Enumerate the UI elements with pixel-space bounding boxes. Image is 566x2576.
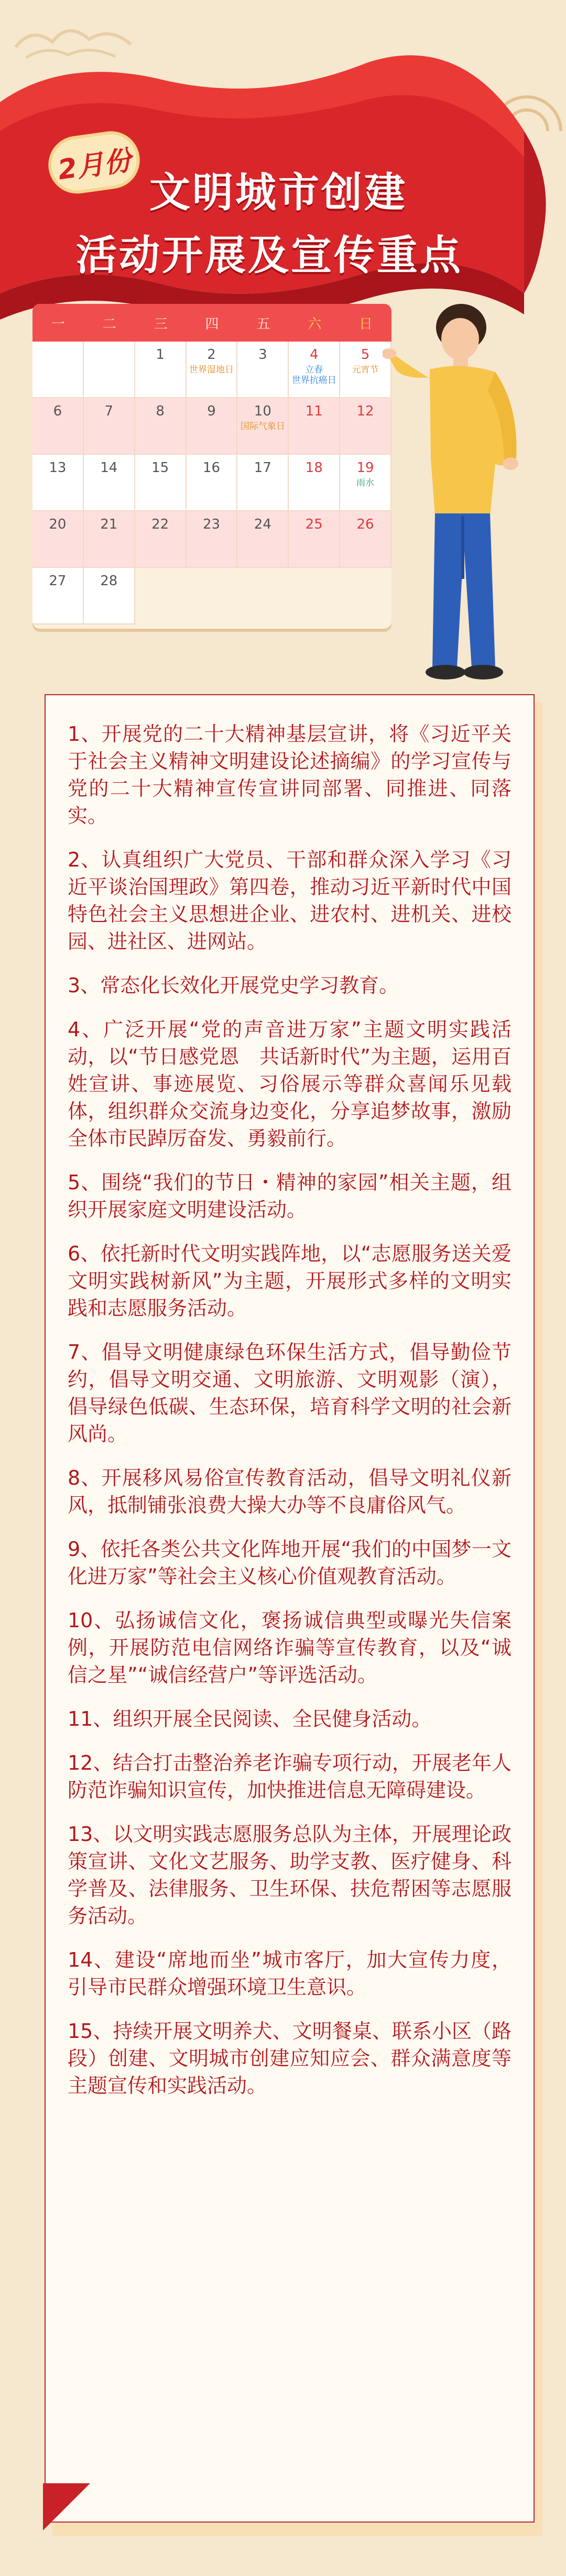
focus-item-6: 6、依托新时代文明实践阵地，以“志愿服务送关爱 文明实践树新风”为主题，开展形式多样的文明实践和志愿服务活动。 <box>68 1242 532 1320</box>
calendar-day-cell <box>135 342 187 398</box>
focus-item-10: 10、弘扬诚信文化，褒扬诚信典型或曝光失信案例，开展防范电信网络诈骗等宣传教育，以及“诚信之星”“诚信经营户”等评选活动。 <box>68 1609 511 1686</box>
calendar-day-cell <box>187 568 238 624</box>
focus-item-8: 8、开展移风易俗宣传教育活动，倡导文明礼仪新风，抵制铺张浪费大操大办等不良庸俗风气。 <box>68 1466 511 1517</box>
weekday-label: 一 <box>51 316 65 332</box>
calendar-day-cell <box>237 342 289 398</box>
calendar-day-number: 10 <box>254 403 271 419</box>
calendar-day-cell <box>84 398 135 455</box>
calendar-day-cell <box>187 398 238 455</box>
calendar-day-cell <box>84 455 135 511</box>
calendar-day-number: 17 <box>254 460 271 476</box>
focus-item-1: 1、开展党的二十大精神基层宣讲，将《习近平关于社会主义精神文明建设论述摘编》的学习宣传与党的二十大精神宣传宣讲同部署、同推进、同落实。 <box>68 722 511 827</box>
calendar-day-number: 4 <box>309 347 319 363</box>
focus-item-2: 2、认真组织广大党员、干部和群众深入学习《习近平谈治国理政》第四卷，推动习近平新时代中国特色社会主义思想进企业、进农村、进机关、进校园、进社区、进网站。 <box>68 848 511 953</box>
calendar-day-note: 元宵节 <box>352 365 379 375</box>
calendar-day-number: 25 <box>305 517 323 532</box>
focus-item-15: 15、持续开展文明养犬、文明餐桌、联系小区（路段）创建、文明城市创建应知应会、群众满意度等主题宣传和实践活动。 <box>68 2020 511 2097</box>
calendar-day-number: 2 <box>207 347 216 363</box>
calendar-day-cell <box>237 511 289 568</box>
focus-item-9: 9、依托各类公共文化阵地开展“我们的中国梦一文化进万家”等社会主义核心价值观教育活动。 <box>68 1538 511 1588</box>
calendar-day-cell <box>187 455 238 511</box>
calendar-day-number: 7 <box>104 403 114 419</box>
card-corner-fold <box>43 2483 90 2530</box>
calendar-day-note: 世界湿地日 <box>189 365 234 375</box>
calendar-day-cell <box>135 568 187 624</box>
calendar-day-number: 20 <box>49 517 67 532</box>
calendar-day-number: 26 <box>356 517 374 532</box>
calendar-day-number: 24 <box>254 517 271 532</box>
focus-item-3: 3、常态化长效化开展党史学习教育。 <box>68 974 399 997</box>
person-illustration <box>383 291 556 689</box>
calendar-day-number: 3 <box>258 347 267 363</box>
calendar-day-cell <box>84 511 135 568</box>
calendar-day-number: 12 <box>356 403 374 419</box>
focus-item-13: 13、以文明实践志愿服务总队为主体，开展理论政策宣讲、文化文艺服务、助学支教、医疗健身、科学普及、法律服务、卫生环保、扶危帮困等志愿服务活动。 <box>68 1823 511 1927</box>
calendar-day-cell <box>289 511 340 568</box>
weekday-label: 三 <box>154 316 168 332</box>
calendar-day-cell <box>187 511 238 568</box>
calendar-day-cell <box>237 455 289 511</box>
calendar-day-cell <box>135 455 187 511</box>
calendar-day-cell <box>84 342 135 398</box>
weekday-label: 五 <box>256 316 270 332</box>
calendar-day-cell <box>32 511 84 568</box>
month-badge: 2月份 <box>45 127 144 197</box>
calendar-day-cell <box>32 568 84 624</box>
calendar-day-cell <box>135 398 187 455</box>
calendar-day-cell <box>237 568 289 624</box>
focus-item-7: 7、倡导文明健康绿色环保生活方式，倡导勤俭节约，倡导文明交通、文明旅游、文明观影（演），倡导绿色低碳、生态环保，培育科学文明的社会新风尚。 <box>68 1341 511 1445</box>
calendar-day-number: 16 <box>202 460 221 476</box>
calendar-day-cell <box>135 511 187 568</box>
calendar-day-cell <box>237 398 289 455</box>
calendar-day-cell <box>32 455 84 511</box>
calendar-weekday-header <box>32 304 391 342</box>
calendar-day-number: 19 <box>356 460 374 476</box>
page-title-line-2: 活动开展及宣传重点 <box>76 232 463 279</box>
february-calendar <box>32 304 391 629</box>
weekday-label: 二 <box>102 316 116 332</box>
weekday-label: 日 <box>359 316 373 332</box>
calendar-grid <box>32 342 391 624</box>
calendar-day-number: 15 <box>151 460 169 476</box>
calendar-day-number: 14 <box>100 460 118 476</box>
calendar-day-note: 国际气象日 <box>240 421 285 432</box>
calendar-day-number: 18 <box>305 460 323 476</box>
calendar-day-cell <box>289 455 340 511</box>
calendar-day-number: 23 <box>202 517 221 532</box>
calendar-day-cell <box>289 342 340 398</box>
calendar-day-number: 13 <box>49 460 67 476</box>
focus-item-14: 14、建设“席地而坐”城市客厅，加大宣传力度，引导市民群众增强环境卫生意识。 <box>68 1948 511 1999</box>
focus-item-4: 4、广泛开展“党的声音进万家”主题文明实践活动，以“节日感党恩 共话新时代”为主题，运用百姓宣讲、事迹展览、习俗展示等群众喜闻乐见载体，组织群众交流身边变化，分享追梦故事，激励全体市民踔厉奋发、勇毅前行。 <box>68 1018 511 1150</box>
focus-item-12: 12、结合打击整治养老诈骗专项行动，开展老年人防范诈骗知识宣传，加快推进信息无障碍建设。 <box>68 1751 511 1802</box>
content-card <box>45 694 535 2523</box>
calendar-day-number: 11 <box>305 403 323 419</box>
focus-item-11: 11、组织开展全民阅读、全民健身活动。 <box>68 1707 432 1730</box>
weekday-label: 六 <box>308 316 322 332</box>
weekday-label: 四 <box>205 316 219 332</box>
calendar-day-cell <box>289 398 340 455</box>
calendar-day-cell <box>84 568 135 624</box>
calendar-day-cell <box>32 342 84 398</box>
calendar-day-number: 27 <box>49 573 67 589</box>
calendar-day-cell <box>289 568 340 624</box>
calendar-day-cell <box>187 342 238 398</box>
calendar-day-number: 5 <box>361 347 370 363</box>
calendar-day-number: 6 <box>53 403 62 419</box>
calendar-day-number: 21 <box>100 517 118 532</box>
page-title-line-1: 文明城市创建 <box>149 169 408 216</box>
calendar-day-number: 9 <box>207 403 216 419</box>
calendar-day-number: 1 <box>156 347 165 363</box>
calendar-day-note: 立春 世界抗癌日 <box>291 365 336 386</box>
calendar-day-cell <box>32 398 84 455</box>
calendar-day-number: 22 <box>151 517 169 532</box>
focus-item-5: 5、围绕“我们的节日・精神的家园”相关主题，组织开展家庭文明建设活动。 <box>68 1171 511 1221</box>
calendar-day-number: 8 <box>156 403 165 419</box>
calendar-day-number: 28 <box>100 573 118 589</box>
calendar-day-note: 雨水 <box>356 478 375 488</box>
